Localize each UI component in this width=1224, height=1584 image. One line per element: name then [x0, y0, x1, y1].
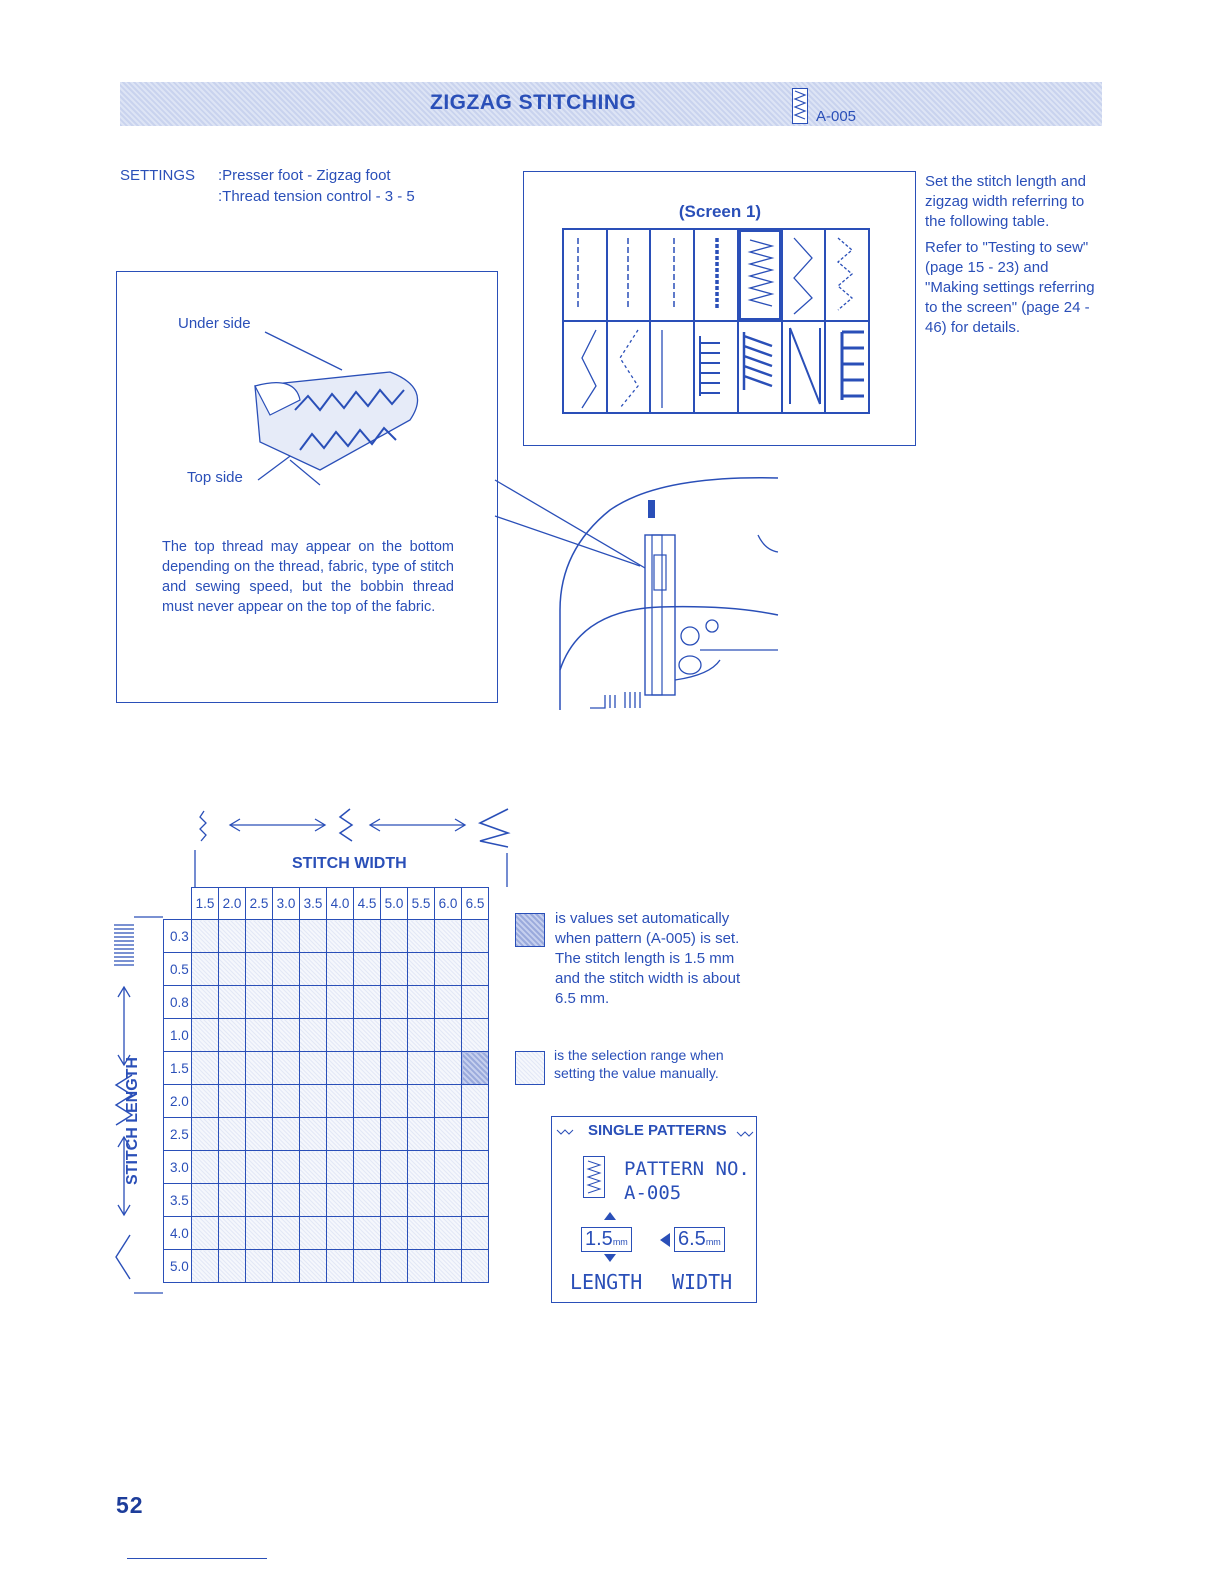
range-cell — [462, 920, 489, 953]
range-cell — [192, 1217, 219, 1250]
width-header: 3.5 — [300, 888, 327, 920]
range-cell — [381, 986, 408, 1019]
range-cell — [219, 1250, 246, 1283]
range-cell — [273, 1217, 300, 1250]
range-cell — [300, 1250, 327, 1283]
range-cell — [327, 1250, 354, 1283]
range-cell — [462, 1118, 489, 1151]
width-header: 6.0 — [435, 888, 462, 920]
range-cell — [354, 1151, 381, 1184]
range-cell — [327, 1019, 354, 1052]
legend-range-text: is the selection range when setting the value manually. — [554, 1047, 724, 1081]
range-cell — [300, 1184, 327, 1217]
range-cell — [300, 1019, 327, 1052]
range-cell — [219, 1184, 246, 1217]
range-cell — [192, 1250, 219, 1283]
settings-block — [120, 165, 415, 207]
range-cell — [435, 1250, 462, 1283]
range-cell — [192, 1085, 219, 1118]
legend-auto-text: is values set automatically when pattern (A-005) is set. The stitch length is 1.5 mm and the stitch width is about 6.5 mm. — [555, 910, 741, 1007]
length-header: 4.0 — [164, 1217, 192, 1250]
range-cell — [462, 1151, 489, 1184]
range-cell — [354, 1052, 381, 1085]
bottom-rule — [127, 1558, 267, 1559]
range-cell — [192, 986, 219, 1019]
range-cell — [300, 1052, 327, 1085]
range-cell — [435, 953, 462, 986]
range-cell — [462, 1019, 489, 1052]
pattern-glyphs — [562, 228, 870, 414]
range-cell — [435, 1118, 462, 1151]
lcd-width-number: 6.5 — [678, 1228, 706, 1250]
thread-note: The top thread may appear on the bottom depending on the thread, fabric, type of stitch and sewing speed, but the bobbin thread must never appear on the top of the fabric. — [162, 539, 454, 615]
range-cell — [354, 1184, 381, 1217]
range-cell — [192, 1052, 219, 1085]
top-side-label: Top side — [187, 469, 243, 486]
range-cell — [246, 1118, 273, 1151]
length-header: 5.0 — [164, 1250, 192, 1283]
lcd-length-unit: mm — [612, 1237, 628, 1247]
range-cell — [273, 1184, 300, 1217]
range-cell — [246, 1184, 273, 1217]
range-cell — [381, 1118, 408, 1151]
width-header: 1.5 — [192, 888, 219, 920]
lcd-pattern-info — [624, 1157, 750, 1205]
range-cell — [462, 1217, 489, 1250]
range-cell — [462, 1184, 489, 1217]
range-cell — [408, 1085, 435, 1118]
range-cell — [219, 920, 246, 953]
side-note-p2: Refer to "Testing to sew" (page 15 - 23) and "Making settings referring to the screen" (page 24 - 46) for details. — [925, 239, 1095, 336]
range-cell — [246, 1217, 273, 1250]
range-cell — [381, 1019, 408, 1052]
range-cell — [327, 1184, 354, 1217]
legend-range-swatch — [515, 1051, 545, 1085]
range-cell — [435, 986, 462, 1019]
width-left-arrow[interactable] — [660, 1233, 672, 1247]
range-cell — [354, 920, 381, 953]
range-cell — [273, 1052, 300, 1085]
range-cell — [300, 986, 327, 1019]
length-header: 0.3 — [164, 920, 192, 953]
range-cell — [192, 1019, 219, 1052]
thread-tension-setting: :Thread tension control - 3 - 5 — [218, 188, 415, 205]
range-cell — [381, 1085, 408, 1118]
under-side-label: Under side — [178, 315, 251, 332]
range-cell — [408, 953, 435, 986]
range-cell — [462, 1250, 489, 1283]
zigzag-pattern-icon — [792, 88, 808, 124]
lcd-pattern-label: PATTERN NO. — [624, 1158, 750, 1180]
range-cell — [327, 1217, 354, 1250]
range-cell — [435, 1052, 462, 1085]
range-cell — [327, 1118, 354, 1151]
range-cell — [381, 920, 408, 953]
table-row — [164, 920, 489, 953]
range-cell — [381, 1217, 408, 1250]
stitch-length-title: STITCH LENGTH — [124, 1057, 141, 1185]
length-header: 3.0 — [164, 1151, 192, 1184]
range-cell — [300, 920, 327, 953]
range-cell — [408, 1118, 435, 1151]
length-header: 0.8 — [164, 986, 192, 1019]
range-cell — [246, 1085, 273, 1118]
table-row — [164, 1019, 489, 1052]
lcd-pattern-icon — [583, 1156, 605, 1198]
range-cell — [327, 920, 354, 953]
range-cell — [273, 953, 300, 986]
range-cell — [273, 986, 300, 1019]
lcd-length-number: 1.5 — [585, 1228, 613, 1250]
range-cell — [246, 1019, 273, 1052]
range-cell — [300, 1118, 327, 1151]
range-cell — [273, 1250, 300, 1283]
range-cell — [354, 986, 381, 1019]
range-cell — [192, 1184, 219, 1217]
auto-value-cell — [462, 1052, 489, 1085]
range-cell — [273, 1151, 300, 1184]
table-row — [164, 986, 489, 1019]
range-cell — [327, 1085, 354, 1118]
range-cell — [246, 1250, 273, 1283]
range-cell — [219, 1151, 246, 1184]
range-cell — [246, 1151, 273, 1184]
range-cell — [192, 1118, 219, 1151]
lcd-title: SINGLE PATTERNS — [588, 1122, 727, 1139]
presser-foot-setting: :Presser foot - Zigzag foot — [218, 167, 391, 184]
range-cell — [273, 1019, 300, 1052]
range-cell — [192, 1151, 219, 1184]
length-header: 0.5 — [164, 953, 192, 986]
table-row — [164, 1052, 489, 1085]
table-row — [164, 1184, 489, 1217]
range-cell — [462, 986, 489, 1019]
page-number: 52 — [116, 1492, 144, 1518]
range-cell — [219, 1217, 246, 1250]
range-cell — [219, 1019, 246, 1052]
range-cell — [354, 1118, 381, 1151]
range-cell — [435, 1184, 462, 1217]
stitch-width-title: STITCH WIDTH — [292, 855, 407, 872]
range-cell — [381, 1184, 408, 1217]
screen-title: (Screen 1) — [678, 202, 762, 221]
range-cell — [354, 1250, 381, 1283]
table-corner — [164, 888, 192, 920]
range-cell — [246, 920, 273, 953]
range-cell — [273, 920, 300, 953]
range-cell — [219, 1085, 246, 1118]
range-cell — [462, 1085, 489, 1118]
header-pattern-code: A-005 — [816, 108, 857, 125]
length-header: 1.0 — [164, 1019, 192, 1052]
lcd-width-unit: mm — [705, 1237, 721, 1247]
length-header: 2.0 — [164, 1085, 192, 1118]
width-header: 3.0 — [273, 888, 300, 920]
lcd-width-label: WIDTH — [672, 1270, 733, 1294]
range-cell — [246, 1052, 273, 1085]
width-header: 5.0 — [381, 888, 408, 920]
table-row — [164, 1151, 489, 1184]
range-cell — [273, 1118, 300, 1151]
range-cell — [219, 953, 246, 986]
width-header: 4.0 — [327, 888, 354, 920]
length-header: 1.5 — [164, 1052, 192, 1085]
width-header: 5.5 — [408, 888, 435, 920]
range-cell — [219, 986, 246, 1019]
range-cell — [327, 986, 354, 1019]
range-cell — [246, 986, 273, 1019]
range-cell — [408, 1151, 435, 1184]
range-cell — [327, 953, 354, 986]
range-cell — [300, 953, 327, 986]
range-cell — [273, 1085, 300, 1118]
range-cell — [246, 953, 273, 986]
length-header: 3.5 — [164, 1184, 192, 1217]
range-cell — [219, 1052, 246, 1085]
range-cell — [381, 953, 408, 986]
table-row — [164, 1250, 489, 1283]
range-cell — [435, 920, 462, 953]
table-row — [164, 1118, 489, 1151]
range-cell — [462, 953, 489, 986]
range-cell — [435, 1019, 462, 1052]
range-cell — [300, 1085, 327, 1118]
table-row — [164, 1217, 489, 1250]
range-cell — [408, 920, 435, 953]
range-cell — [408, 1184, 435, 1217]
range-cell — [381, 1250, 408, 1283]
range-cell — [381, 1151, 408, 1184]
width-header: 2.0 — [219, 888, 246, 920]
range-cell — [300, 1151, 327, 1184]
range-cell — [354, 1019, 381, 1052]
range-cell — [435, 1151, 462, 1184]
page-title: ZIGZAG STITCHING — [430, 91, 637, 114]
range-cell — [327, 1151, 354, 1184]
lcd-length-label: LENGTH — [570, 1270, 643, 1294]
range-cell — [435, 1085, 462, 1118]
lcd-pattern-code: A-005 — [624, 1182, 682, 1204]
range-cell — [435, 1217, 462, 1250]
range-cell — [354, 953, 381, 986]
range-cell — [354, 1085, 381, 1118]
side-note-p1: Set the stitch length and zigzag width referring to the following table. — [925, 173, 1086, 230]
range-cell — [192, 953, 219, 986]
range-cell — [408, 1217, 435, 1250]
width-header: 6.5 — [462, 888, 489, 920]
settings-label: SETTINGS — [120, 167, 196, 184]
width-header: 4.5 — [354, 888, 381, 920]
width-header: 2.5 — [246, 888, 273, 920]
table-row — [164, 1085, 489, 1118]
legend-auto-swatch — [515, 913, 545, 947]
range-cell — [354, 1217, 381, 1250]
lcd-length-value[interactable] — [581, 1227, 632, 1252]
range-cell — [300, 1217, 327, 1250]
range-cell — [408, 1052, 435, 1085]
machine-illustration — [490, 470, 790, 720]
range-cell — [408, 1250, 435, 1283]
range-cell — [219, 1118, 246, 1151]
stitch-table — [163, 887, 489, 1283]
range-cell — [381, 1052, 408, 1085]
side-note — [925, 172, 1103, 344]
range-cell — [408, 1019, 435, 1052]
range-cell — [192, 920, 219, 953]
range-cell — [327, 1052, 354, 1085]
length-header: 2.5 — [164, 1118, 192, 1151]
fabric-illustration — [200, 320, 460, 480]
lcd-width-value[interactable] — [674, 1227, 725, 1252]
range-cell — [408, 986, 435, 1019]
table-row — [164, 953, 489, 986]
